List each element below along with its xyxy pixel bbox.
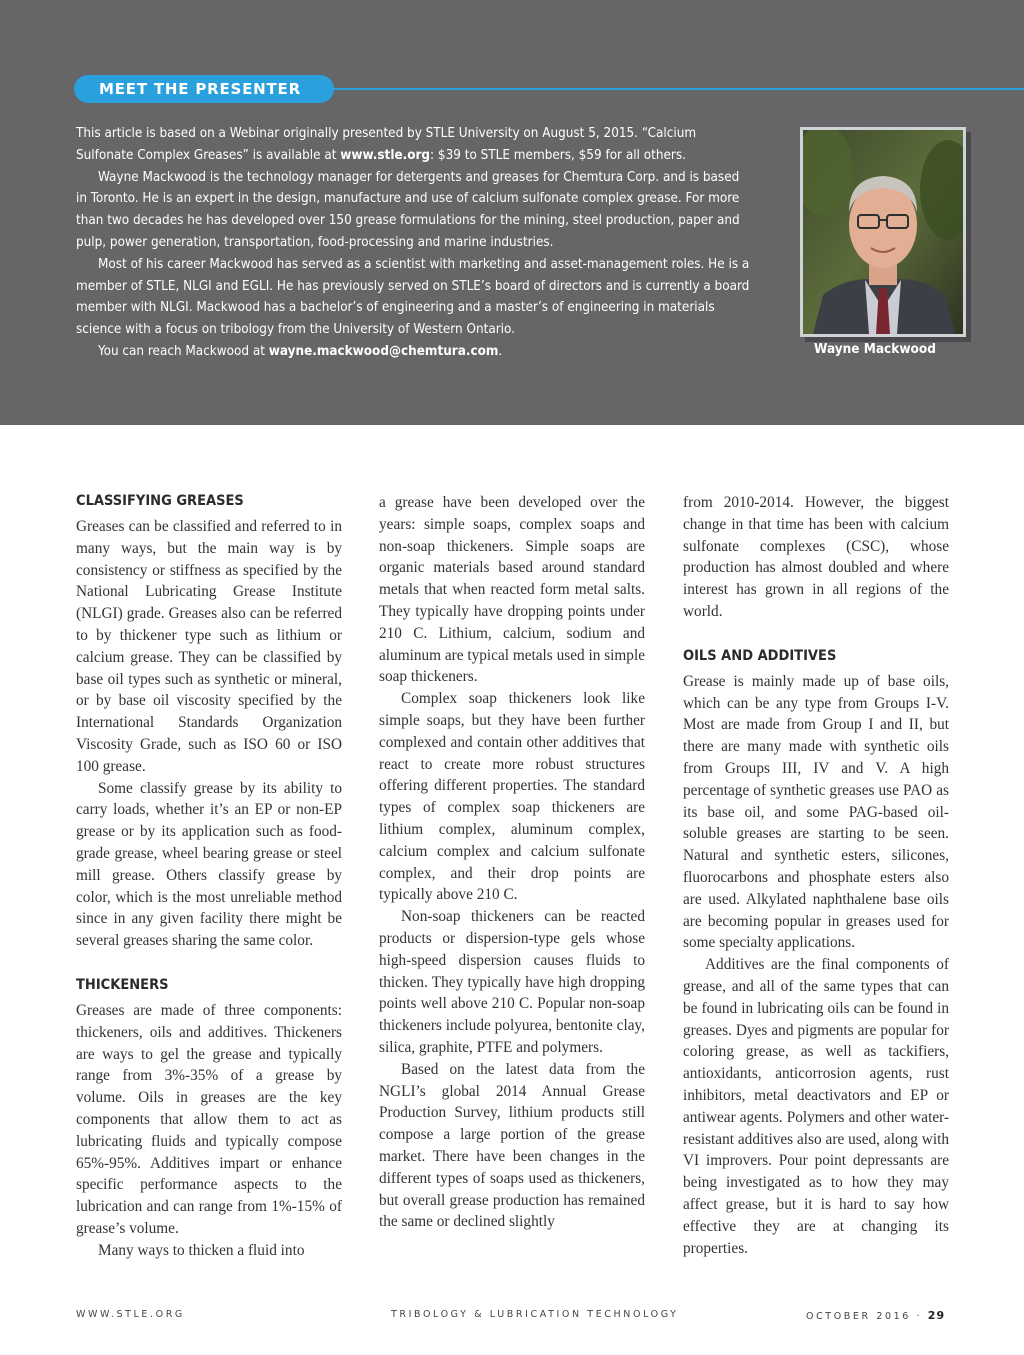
presenter-photo-frame [800,127,966,337]
footer-separator: · [916,1311,923,1322]
paragraph-continued: a grease have been developed over the years: simple soaps, complex soaps and non-soap thickeners. Simple soaps are organic materials based around standard metals that when reacted form metal salts. They typically have dropping points under 210 C. Lithium, calcium, sodium and aluminum are typical metals used in simple soap thickeners. [379,494,645,686]
photo-caption: Wayne Mackwood [814,341,936,357]
paragraph: Many ways to thicken a fluid into [98,1241,305,1259]
paragraph: Grease is mainly made up of base oils, which can be any type from Groups I-V. Most are made from Group I and II, but there are many made with synthetic oils from Groups III, IV and V. A high percentage of synthetic greases use PAO as its base oil, and some PAG-based oil-soluble greases are starting to be seen. Natural and synthetic esters, silicones, fluorocarbons and phosphate esters also are used. Alkylated naphthalene base oils are becoming popular in greases used for some specialty applications. [683,672,949,952]
paragraph: Additives are the final components of grease, and all of the same types that can be found in lubricating oils can be found in greases. Dyes and pigments are popular for coloring grease, as well as tackifiers, antioxidants, anticorrosion agents, rust inhibitors, metal deactivators and EP or antiwear agents. Polymers and other water-resistant additives also are used, along with VI improvers. Pour point depressants are being investigated as to how they may affect grease, but it is hard to say how effective they are at changing its properties. [683,956,949,1257]
presenter-photo [803,130,963,334]
presenter-box [0,0,1024,425]
article-column-3 [683,492,949,1259]
badge-rule [330,88,1024,90]
paragraph: Some classify grease by its ability to carry loads, whether it’s an EP or non-EP grease or by its application such as food-grade grease, wheel bearing grease or steel mill grease. Others classify grease by color, which is the most unreliable method since in any given facility there might be several greases sharing the same color. [76,779,342,950]
website-link[interactable]: www.stle.org [340,147,431,163]
bio-paragraph: This article is based on a Webinar originally presented by STLE University on August 5, 2015. “Calcium Sulfonate Complex Greases” is available at www.stle.org: $39 to STLE members, $59 for all others. [76,126,697,163]
section-badge: MEET THE PRESENTER [74,75,334,103]
heading-oils-and-additives: OILS AND ADDITIVES [683,647,837,664]
heading-thickeners: THICKENERS [76,976,169,993]
bio-paragraph: Wayne Mackwood is the technology manager for detergents and greases for Chemtura Corp. and is based in Toronto. He is an expert in the design, manufacture and use of calcium sulfonate complex grease. For more than two decades he has developed over 150 grease formulations for the mining, steel production, paper and pulp, power generation, transportation, food-processing and marine industries. [76,169,740,250]
paragraph: Greases can be classified and referred to in many ways, but the main way is by consistency or stiffness as specified by the National Lubricating Grease Institute (NLGI) grade. Greases also can be referred to by thickener type such as lithium or calcium grease. They can be classified by base oil types such as synthetic or mineral, or by base oil viscosity specified by the International Standards Organization Viscosity Grade, such as ISO 60 or ISO 100 grease. [76,518,342,775]
page-number: 29 [927,1309,946,1322]
paragraph: Complex soap thickeners look like simple soaps, but they have been further complexed and contain other additives that react to create more robust structures offering different properties. The standard types of complex soap thickeners are lithium complex, aluminum complex, calcium complex and calcium sulfonate complex, and their drop points are typically above 210 C. [379,690,645,904]
footer-magazine-title: TRIBOLOGY & LUBRICATION TECHNOLOGY [391,1309,679,1320]
article-column-1 [76,492,342,1262]
article-column-2 [379,492,645,1233]
paragraph: Non-soap thickeners can be reacted products or dispersion-type gels whose high-speed dispersion causes fluids to thicken. They typically have high dropping points well above 210 C. Popular non-soap thickeners include polyurea, bentonite clay, silica, graphite, PTFE and polymers. [379,908,645,1056]
footer-date: OCTOBER 2016 [806,1311,911,1322]
paragraph-continued: from 2010-2014. However, the biggest change in that time has been with calcium sulfonate complexes (CSC), whose production has almost doubled and where interest has grown in all regions of the world. [683,494,949,620]
footer-date-page [806,1309,945,1322]
heading-classifying-greases: CLASSIFYING GREASES [76,493,244,509]
paragraph: Based on the latest data from the NGLI’s global 2014 Annual Grease Production Survey, lithium products still compose a large portion of the grease market. There have been changes in the different types of soaps used as thickeners, but overall grease production has remained the same or declined slightly [379,1060,645,1231]
presenter-bio [76,123,752,363]
bio-paragraph: You can reach Mackwood at wayne.mackwood@chemtura.com. [98,343,503,359]
footer-website[interactable]: WWW.STLE.ORG [76,1309,185,1320]
bio-paragraph: Most of his career Mackwood has served as a scientist with marketing and asset-management roles. He is a member of STLE, NLGI and EGLI. He has previously served on STLE’s board of directors and is currently a board member with NLGI. Mackwood has a bachelor’s of engineering and a master’s of engineering in materials science with a focus on tribology from the University of Western Ontario. [76,256,750,338]
email-link[interactable]: wayne.mackwood@chemtura.com [268,343,499,359]
paragraph: Greases are made of three components: thickeners, oils and additives. Thickeners are ways to gel the grease and typically range from 3%-35% of a grease by volume. Oils in greases are the key components that allow them to act as lubricating fluids and typically compose 65%-95%. Additives impart or enhance specific performance aspects to the lubrication and can range from 1%-15% of grease’s volume. [76,1001,342,1237]
